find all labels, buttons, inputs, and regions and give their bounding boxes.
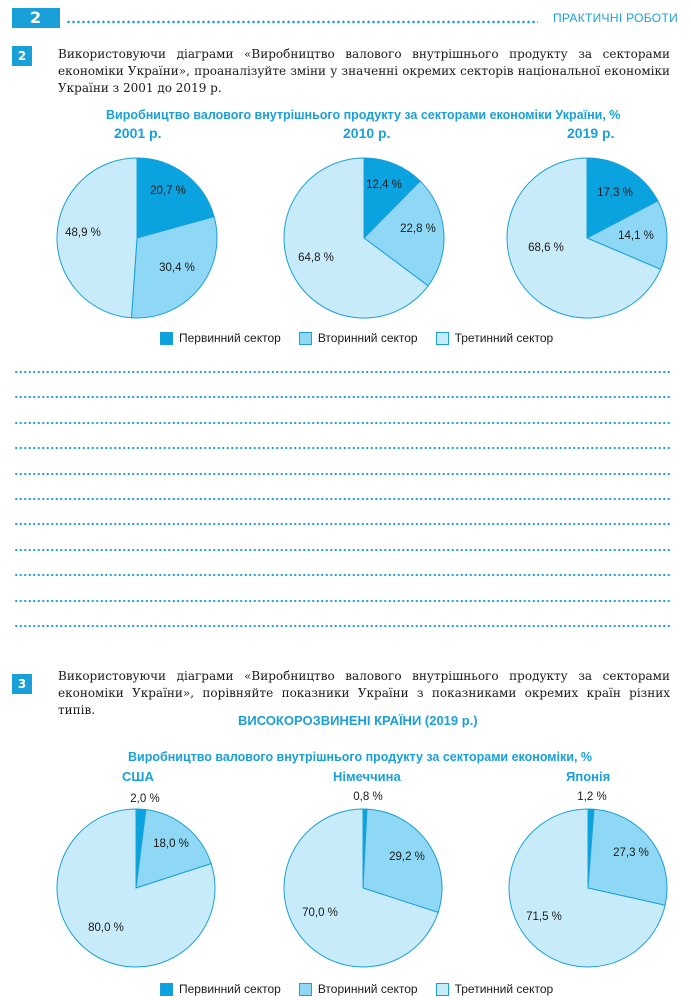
- chart-group-title: Виробництво валового внутрішнього продукту за секторами економіки, %: [128, 750, 593, 764]
- legend-swatch-secondary: [299, 983, 312, 996]
- task-text: Використовуючи діаграми «Виробництво валового внутрішнього продукту за секторами економіки України», порівняйте показники України з показниками окремих країн різних типів.: [58, 669, 670, 717]
- legend-label: Вторинний сектор: [317, 982, 418, 996]
- legend-swatch-tertiary: [436, 983, 449, 996]
- data-label: 1,2 %: [577, 791, 607, 803]
- data-label: 0,8 %: [353, 791, 383, 803]
- legend-swatch-secondary: [299, 332, 312, 345]
- chart-legend: [160, 982, 571, 996]
- answer-line[interactable]: [14, 624, 670, 628]
- data-label: 20,7 %: [150, 185, 186, 197]
- answer-line[interactable]: [14, 548, 670, 552]
- legend-label: Третинний сектор: [454, 331, 554, 345]
- answer-line[interactable]: [14, 522, 670, 526]
- data-label: 12,4 %: [366, 179, 402, 191]
- legend-swatch-primary: [160, 983, 173, 996]
- chart-title: Німеччина: [333, 769, 401, 784]
- task-number: 2: [12, 46, 32, 66]
- chart-title: 2019 р.: [567, 125, 615, 141]
- data-label: 2,0 %: [130, 793, 160, 805]
- answer-line[interactable]: [14, 421, 670, 425]
- legend-label: Вторинний сектор: [317, 331, 418, 345]
- data-label: 70,0 %: [302, 907, 338, 919]
- answer-line[interactable]: [14, 395, 670, 399]
- chart-title: Японія: [566, 769, 611, 784]
- legend-item: [436, 982, 554, 996]
- pie-chart: [507, 807, 669, 969]
- data-label: 18,0 %: [153, 838, 189, 850]
- legend-label: Первинний сектор: [179, 331, 281, 345]
- chart-title: 2001 р.: [114, 125, 162, 141]
- pie-chart: [282, 156, 446, 320]
- answer-line[interactable]: [14, 370, 670, 374]
- legend-item: [299, 982, 418, 996]
- data-label: 80,0 %: [88, 922, 124, 934]
- answer-line[interactable]: [14, 446, 670, 450]
- legend-item: [160, 331, 281, 345]
- data-label: 29,2 %: [389, 851, 425, 863]
- legend-item: [299, 331, 418, 345]
- answer-line[interactable]: [14, 573, 670, 577]
- data-label: 48,9 %: [65, 227, 101, 239]
- data-label: 22,8 %: [400, 223, 436, 235]
- data-label: 68,6 %: [528, 242, 564, 254]
- data-label: 30,4 %: [159, 262, 195, 274]
- chart-group-title: Виробництво валового внутрішнього продукту за секторами економіки України, %: [106, 108, 621, 122]
- page-number: 2: [12, 8, 60, 28]
- task-number: 3: [12, 674, 32, 694]
- answer-lines[interactable]: [14, 370, 670, 649]
- section-title: ПРАКТИЧНІ РОБОТИ: [552, 11, 678, 25]
- chart-legend: [160, 331, 571, 345]
- country-group-title: ВИСОКОРОЗВИНЕНІ КРАЇНИ (2019 р.): [238, 713, 478, 728]
- legend-swatch-primary: [160, 332, 173, 345]
- answer-line[interactable]: [14, 472, 670, 476]
- pie-chart: [55, 807, 217, 969]
- data-label: 14,1 %: [618, 230, 654, 242]
- data-label: 27,3 %: [613, 847, 649, 859]
- legend-item: [436, 331, 554, 345]
- legend-swatch-tertiary: [436, 332, 449, 345]
- legend-item: [160, 982, 281, 996]
- task-text: Використовуючи діаграми «Виробництво валового внутрішнього продукту за секторами економіки України», проаналізуйте зміни у значенні окремих секторів національної економіки України з 2001 до 2019 р.: [58, 47, 670, 95]
- chart-title: 2010 р.: [343, 125, 391, 141]
- pie-chart: [282, 807, 444, 969]
- legend-label: Третинний сектор: [454, 982, 554, 996]
- data-label: 71,5 %: [526, 911, 562, 923]
- answer-line[interactable]: [14, 599, 670, 603]
- data-label: 64,8 %: [298, 252, 334, 264]
- header-dotted-rule: [66, 20, 538, 24]
- chart-title: США: [122, 769, 154, 784]
- data-label: 17,3 %: [597, 187, 633, 199]
- legend-label: Первинний сектор: [179, 982, 281, 996]
- answer-line[interactable]: [14, 497, 670, 501]
